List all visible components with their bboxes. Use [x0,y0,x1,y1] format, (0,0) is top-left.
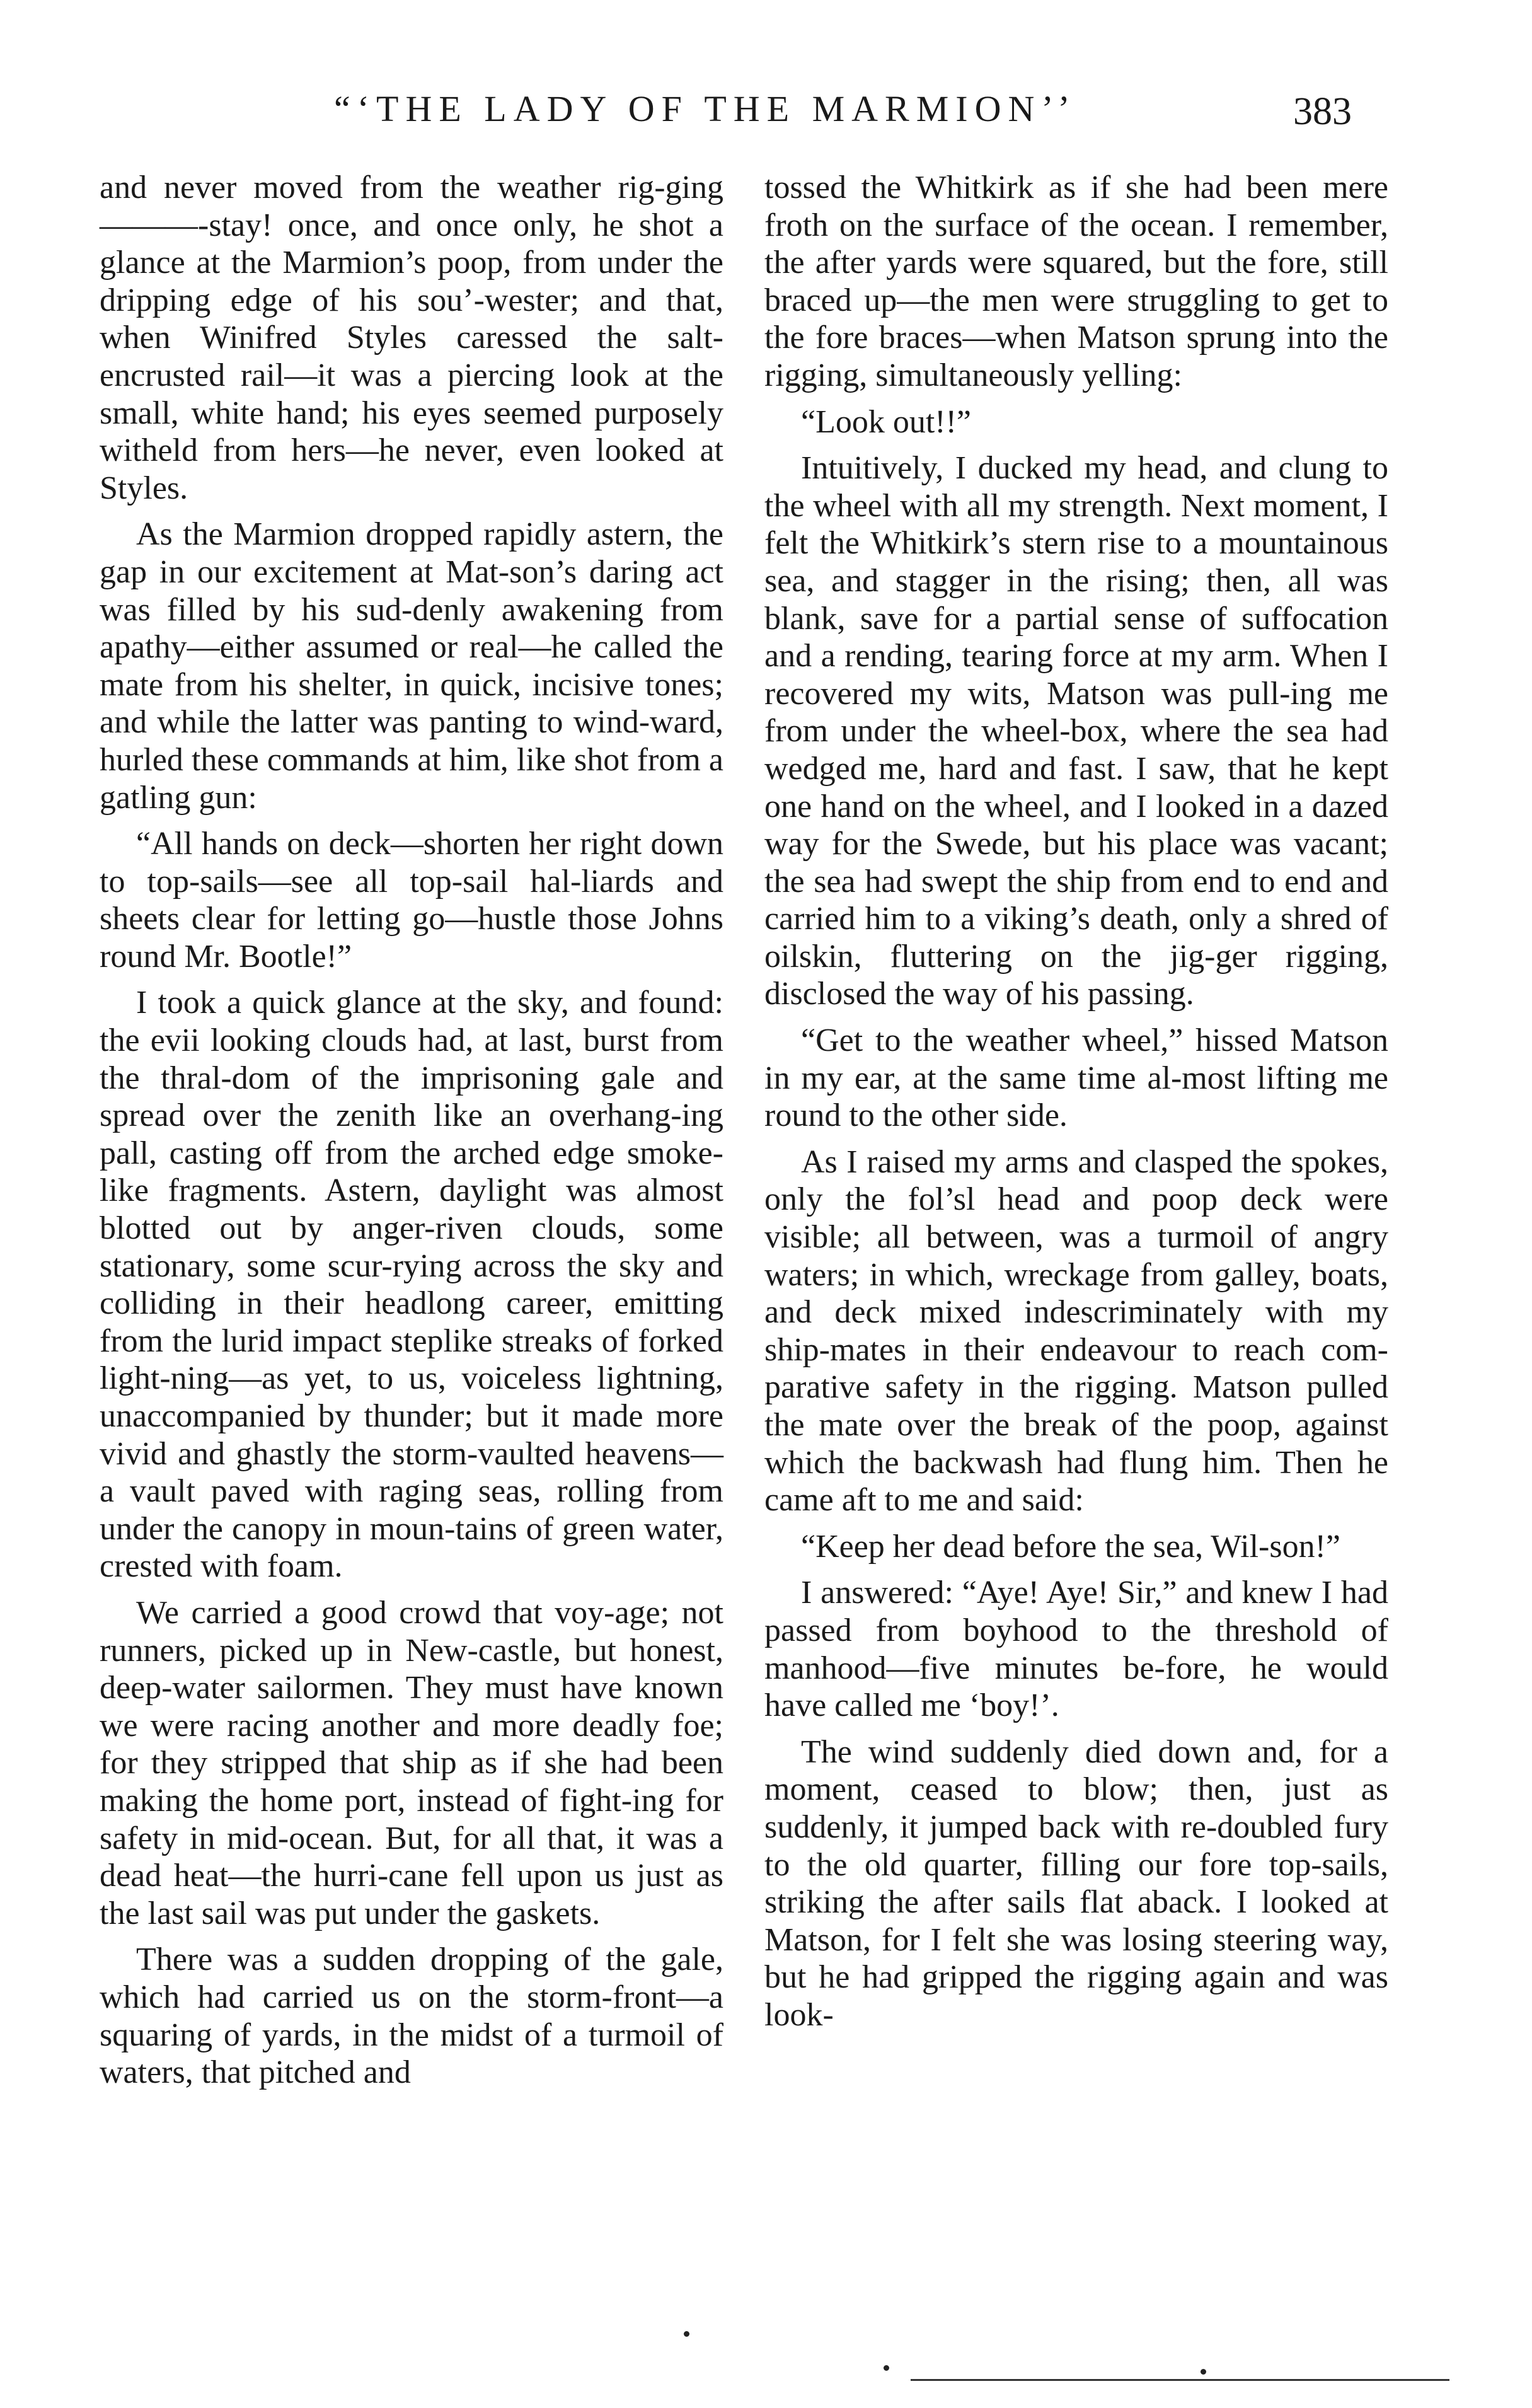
paragraph: “Look out!!” [801,403,972,440]
footer-rule [911,2379,1449,2381]
paragraph: and never moved from the weather rig-ging———-stay! once, and once only, he shot a glance at the Marmion’s poop, from under the dripping edge of his sou’-wester; and that, when Winifred Styles caressed the salt-encrusted rail—it was a piercing look at the small, white hand; his eyes seemed purposely witheld from hers—he never, even looked at Styles. [100,170,723,506]
running-header [0,81,1532,137]
footer-ornaments [0,2301,1532,2383]
paragraph: “Get to the weather wheel,” hissed Matson in my ear, at the same time al-most lifting me round to the other side. [764,1022,1388,1134]
right-column [764,169,1388,2043]
paragraph: I took a quick glance at the sky, and found: the evii looking clouds had, at last, burst from the thral-dom of the imprisoning gale and spread over the zenith like an overhang-ing pall, casting off from the arched edge smoke-like fragments. Astern, daylight was almost blotted out by anger-riven clouds, some stationary, some scur-rying across the sky and colliding in their headlong career, emitting from the lurid impact steplike streaks of forked light-ning—as yet, to us, voiceless lightning, unaccompanied by thunder; but it made more vivid and ghastly the storm-vaulted heavens—a vault paved with raging seas, rolling from under the canopy in moun-tains of green water, crested with foam. [100,985,723,1585]
paragraph: “All hands on deck—shorten her right down to top-sails—see all top-sail hal-liards and sheets clear for letting go—hustle those Johns round Mr. Bootle!” [100,826,723,975]
ornament-dot [684,2331,689,2337]
paragraph: There was a sudden dropping of the gale, which had carried us on the storm-front—a squaring of yards, in the midst of a turmoil of waters, that pitched and [100,1942,723,2091]
paragraph: We carried a good crowd that voy-age; not runners, picked up in New-castle, but honest, deep-water sailormen. They must have known we were racing another and more deadly foe; for they stripped that ship as if she had been making the home port, instead of fight-ing for safety in mid-ocean. But, for all that, it was a dead heat—the hurri-cane fell upon us just as the last sail was put under the gaskets. [100,1594,723,1931]
paragraph: I answered: “Aye! Aye! Sir,” and knew I had passed from boyhood to the threshold of manhood—five minutes be-fore, he would have called me ‘boy!’. [764,1575,1388,1724]
ornament-dot [1201,2369,1206,2375]
left-column [100,169,723,2100]
running-title: “‘THE LADY OF THE MARMION’’ [334,88,1077,129]
paragraph: The wind suddenly died down and, for a moment, ceased to blow; then, just as suddenly, it jumped back with re-doubled fury to the old quarter, filling our fore top-sails, striking the after sails flat aback. I looked at Matson, for I felt she was losing steering way, but he had gripped the rigging again and was look- [764,1734,1388,2033]
page-number: 383 [1293,90,1352,133]
paragraph: Intuitively, I ducked my head, and clung to the wheel with all my strength. Next moment, I felt the Whitkirk’s stern rise to a mountainous sea, and stagger in the rising; then, all was blank, save for a partial sense of suffocation and a rending, tearing force at my arm. When I recovered my wits, Matson was pull-ing me from under the wheel-box, where the sea had wedged me, hard and fast. I saw, that he kept one hand on the wheel, and I looked in a dazed way for the Swede, but his place was vacant; the sea had swept the ship from end to end and carried him to a viking’s death, only a shred of oilskin, fluttering on the jig-ger rigging, disclosed the way of his passing. [764,450,1388,1012]
paragraph: tossed the Whitkirk as if she had been mere froth on the surface of the ocean. I remember, the after yards were squared, but the fore, still braced up—the men were struggling to get to the fore braces—when Matson sprung into the rigging, simultaneously yelling: [764,170,1388,393]
paragraph: As the Marmion dropped rapidly astern, the gap in our excitement at Mat-son’s daring act was filled by his sud-denly awakening from apathy—either assumed or real—he called the mate from his shelter, in quick, incisive tones; and while the latter was panting to wind-ward, hurled these commands at him, like shot from a gatling gun: [100,516,723,816]
ornament-dot [884,2365,889,2371]
paragraph: “Keep her dead before the sea, Wil-son!” [801,1528,1340,1565]
paragraph: As I raised my arms and clasped the spokes, only the fol’sl head and poop deck were visible; all between, was a turmoil of angry waters; in which, wreckage from galley, boats, and deck mixed indescriminately with my ship-mates in their endeavour to reach com-parative safety in the rigging. Matson pulled the mate over the break of the poop, against which the backwash had flung him. Then he came aft to me and said: [764,1143,1388,1519]
